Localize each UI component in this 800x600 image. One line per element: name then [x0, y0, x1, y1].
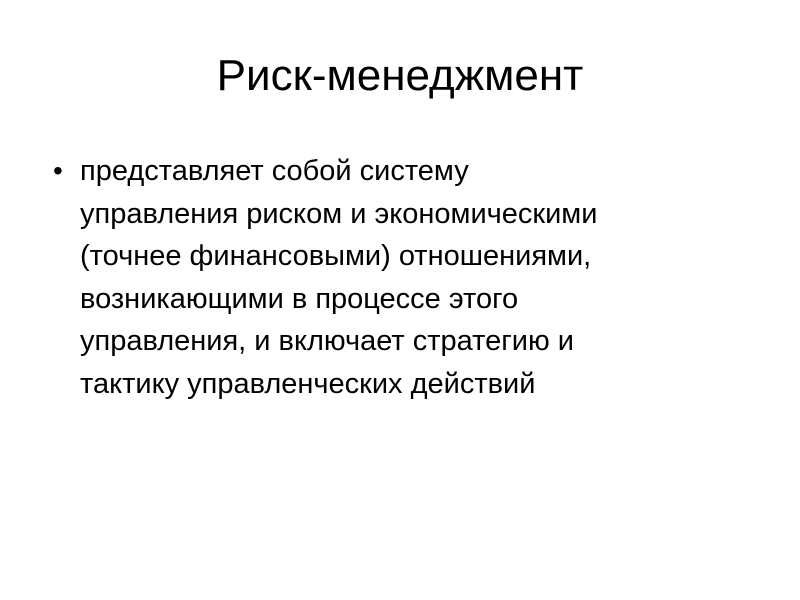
bullet-text-line: управления, и включает стратегию и — [80, 325, 575, 357]
slide-title: Риск-менеджмент — [216, 51, 584, 100]
bullet-text-line: (точнее финансовыми) отношениями, — [80, 240, 592, 272]
bullet-list — [50, 150, 740, 405]
bullet-text-line: управления риском и экономическими — [80, 197, 598, 230]
bullet-text — [80, 150, 740, 405]
bullet-text-line: тактику управленческих действий — [80, 367, 536, 400]
bullet-text-line: представляет собой систему — [80, 155, 469, 187]
bullet-text-line: возникающими в процессе этого — [80, 282, 519, 315]
bullet-marker: • — [53, 155, 63, 186]
bullet-item — [50, 150, 740, 405]
